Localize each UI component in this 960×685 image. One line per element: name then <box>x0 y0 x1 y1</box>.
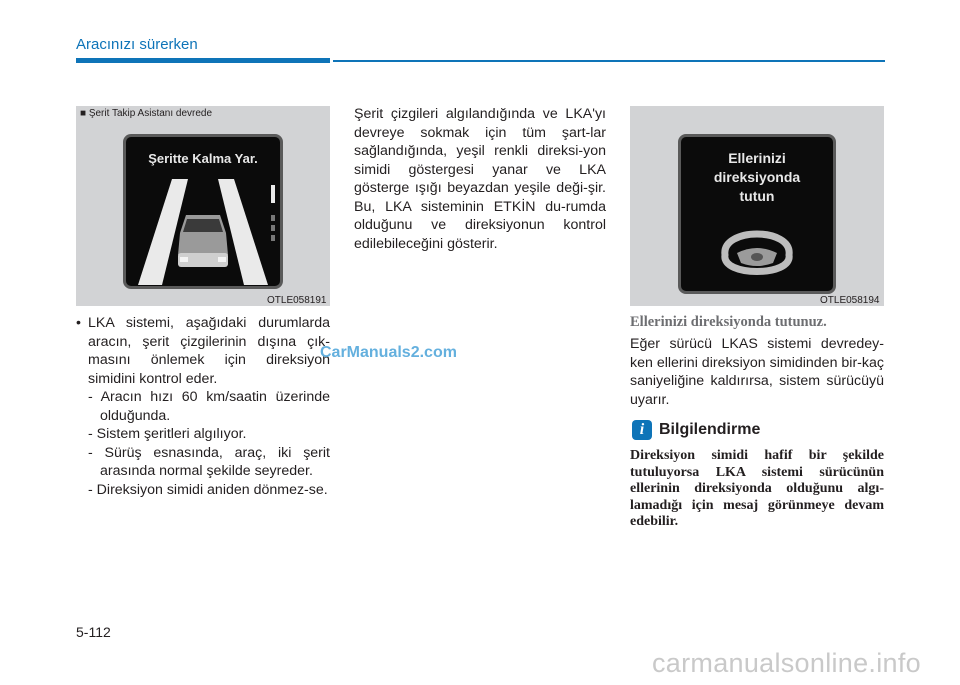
figure-code-left: OTLE058191 <box>267 295 327 306</box>
lka-description: Şerit çizgileri algılandığında ve LKA'yı devreye sokmak için tüm şart-lar sağlandığında, yeşil renkli direksi-yon simidi göstergesi yanar ve LKA gösterge ışığı beyazdan yeşile deği-şir. Bu, LKA sisteminin ETKİN du-rumda olduğunu ve direksiyonun kontrol edilebileceğini gösterir. <box>354 106 606 252</box>
subheading: Ellerinizi direksiyonda tutunuz. <box>630 314 827 330</box>
figure-lka-active <box>76 106 330 306</box>
cluster-screen <box>678 134 836 294</box>
watermark-link[interactable]: CarManuals2.com <box>320 344 457 361</box>
footer-watermark[interactable]: carmanualsonline.info <box>652 648 921 678</box>
lane-car-icon <box>126 175 280 287</box>
cluster-screen <box>123 134 283 289</box>
screen-line-1: Ellerinizi <box>728 150 786 166</box>
figure-hands-on-wheel <box>630 106 884 306</box>
dash-item-2: - Sistem şeritleri algılıyor. <box>88 426 247 442</box>
dash-item-4: - Direksiyon simidi aniden dönmez-se. <box>88 481 328 498</box>
page-number: 5-112 <box>76 624 111 640</box>
header-rule-dark <box>76 58 330 63</box>
info-body: Direksiyon simidi hafif bir şekilde tutuluyorsa LKA sistemi sürücünün ellerinin direksiyonda olduğunu algı-lamadığı için mesaj görünmeye devam edebilir. <box>630 448 884 529</box>
dash-item-3: - Sürüş esnasında, araç, iki şerit arasında normal şekilde seyreder. <box>88 444 330 479</box>
info-icon: i <box>632 420 652 440</box>
middle-column <box>354 105 606 253</box>
bullet-item: • LKA sistemi, aşağıdaki durumlarda aracın, şerit çizgilerinin dışına çık-masını önlemek için direksiyon simidini kontrol eder. <box>76 314 330 388</box>
screen-message: Şeritte Kalma Yar. <box>148 151 258 166</box>
section-title: Aracınızı sürerken <box>76 36 198 53</box>
right-column <box>630 335 884 409</box>
screen-line-3: tutun <box>739 188 775 204</box>
screen-message <box>681 149 833 206</box>
header-rule-light <box>333 60 885 62</box>
dash-item-1: - Aracın hızı 60 km/saatin üzerinde olduğunda. <box>88 389 330 424</box>
figure-caption: ■ Şerit Takip Asistanı devrede <box>80 108 213 119</box>
screen-line-2: direksiyonda <box>713 169 801 185</box>
info-title: Bilgilendirme <box>659 421 761 438</box>
figure-code-right: OTLE058194 <box>820 295 880 306</box>
warning-description: Eğer sürücü LKAS sistemi devredey-ken ellerini direksiyon simidinden bir-kaç saniyeliğine kaldırırsa, sistem sürücüyü uyarır. <box>630 336 884 408</box>
steering-wheel-icon <box>717 217 797 283</box>
left-column <box>76 314 330 499</box>
